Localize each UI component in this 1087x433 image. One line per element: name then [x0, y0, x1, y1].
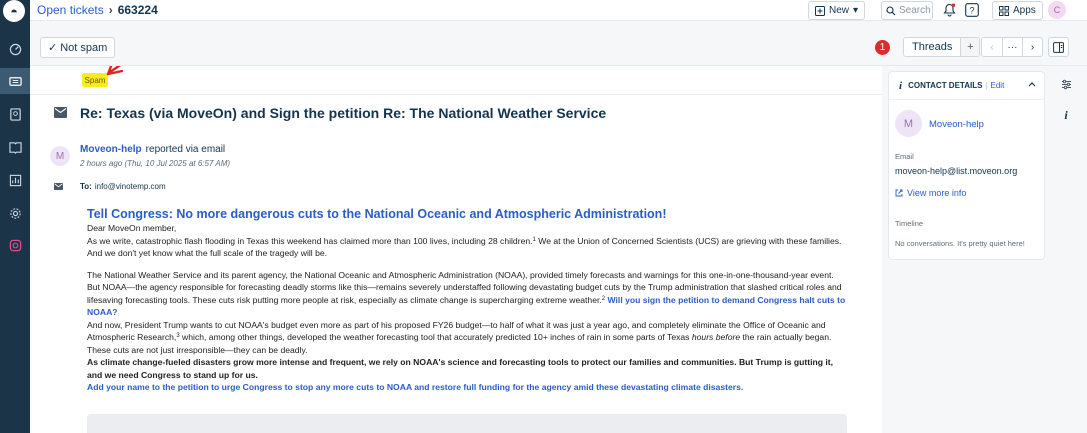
email-body — [87, 206, 847, 394]
contact-details-panel — [888, 71, 1045, 260]
user-avatar[interactable]: C — [1048, 1, 1066, 19]
new-button-label: New — [829, 5, 850, 16]
ticket-timestamp: 2 hours ago (Thu, 10 Jul 2025 at 6:57 AM) — [80, 159, 231, 168]
mail-small-icon — [54, 183, 63, 190]
sliders-icon[interactable] — [1057, 75, 1075, 93]
email-envelope-icon — [54, 107, 67, 118]
footnote-3: 3 — [176, 333, 180, 339]
external-link-icon — [895, 189, 903, 197]
more-nav-button[interactable]: ··· — [1002, 38, 1022, 56]
email-label: Email — [895, 152, 914, 161]
apps-grid-icon — [999, 6, 1009, 16]
next-ticket-icon[interactable]: › — [1022, 38, 1042, 56]
p3-emphasis: hours before — [691, 332, 741, 342]
ticket-id: 663224 — [117, 3, 158, 17]
footnote-1: 1 — [532, 236, 536, 243]
plus-box-icon — [815, 6, 825, 16]
threads-button[interactable] — [903, 37, 980, 57]
sender-avatar: M — [50, 146, 70, 166]
p3-text-a: And now, President Trump wants to cut NOAA's budget even more as part of his proposed FY26 budget—to half of what it was just a year ago, and completely eliminate the Office of Oceanic and Atmospheric Research, — [87, 319, 826, 342]
to-address: info@vinotemp.com — [94, 182, 166, 191]
edit-contact-link[interactable]: Edit — [990, 81, 1005, 90]
instagram-icon[interactable] — [0, 232, 30, 258]
timeline-empty-text: No conversations. It's pretty quiet here! — [895, 239, 1025, 248]
chevron-down-icon: ▾ — [853, 5, 859, 16]
settings-icon[interactable] — [0, 200, 30, 226]
email-paragraph-1 — [87, 235, 847, 260]
chevron-up-icon[interactable] — [1028, 81, 1036, 87]
contact-details-title: CONTACT DETAILS — [908, 81, 983, 90]
left-nav-rail — [0, 0, 30, 433]
breadcrumb — [37, 3, 158, 17]
email-cta-block — [87, 414, 847, 433]
contact-panel-header — [889, 72, 1044, 100]
not-spam-label: Not spam — [60, 41, 108, 54]
sender-name-link[interactable]: Moveon-help — [80, 144, 142, 155]
svg-text:?: ? — [969, 5, 975, 16]
side-icon-strip — [1050, 66, 1087, 433]
to-label: To: — [80, 182, 92, 191]
ticket-main-pane — [30, 66, 882, 433]
panel-layout-icon — [1053, 42, 1064, 53]
contact-name-link[interactable]: Moveon-help — [929, 119, 984, 130]
breadcrumb-open-tickets[interactable]: Open tickets — [37, 3, 104, 17]
top-header — [30, 0, 1087, 21]
add-thread-button[interactable]: + — [960, 38, 979, 56]
contact-avatar: M — [895, 110, 922, 137]
email-paragraph-4: As climate change-fueled disasters grow more intense and frequent, we rely on NOAA's science and forecasting tools to protect our families and communities. But Trump is gutting it, and we need Congress to stand up for us. — [87, 357, 834, 380]
separator: | — [985, 81, 988, 90]
not-spam-button[interactable] — [40, 37, 115, 58]
view-more-label: View more info — [907, 188, 967, 198]
p1-text-a: As we write, catastrophic flash flooding in Texas this weekend has claimed more than 100 lives, including 28 children. — [87, 235, 533, 246]
search-icon — [886, 6, 896, 16]
checkmark-icon: ✓ — [48, 42, 58, 54]
divider — [30, 94, 882, 95]
info-icon: i — [899, 79, 903, 92]
sender-action: reported via email — [145, 144, 226, 155]
search-input[interactable] — [881, 1, 933, 20]
footnote-2: 2 — [601, 295, 606, 302]
spam-tag: Spam — [82, 73, 108, 87]
add-name-link[interactable]: Add your name to the petition to urge Congress to stop any more cuts to NOAA and restore full funding for the agency amid these devastating climate disasters. — [87, 382, 744, 392]
annotation-arrow-icon — [102, 66, 154, 78]
p2-text: The National Weather Service and its parent agency, the National Oceanic and Atmospheric Administration (NOAA), provided timely forecasts and warnings for this one-in-one-thousand-year event. But NOAA—the agency responsible for forecasting deadly storms like this—remains severely understaffed following devastating budget cuts by the Trump administration that slashed critical roles and lifesaving forecasting tools. These cuts risk putting more people at risk, especially as climate change is supercharging extreme weather. — [87, 269, 842, 305]
contact-email: moveon-help@list.moveon.org — [895, 166, 1018, 176]
dashboard-icon[interactable] — [0, 36, 30, 62]
info-panel-icon[interactable]: i — [1064, 107, 1068, 122]
timeline-label: Timeline — [895, 219, 924, 228]
help-icon[interactable] — [963, 1, 981, 19]
search-placeholder: Search — [899, 5, 931, 16]
view-more-info-link[interactable] — [895, 188, 966, 198]
email-paragraph-3 — [87, 319, 847, 357]
breadcrumb-separator: › — [108, 3, 113, 17]
p1-text-b: We at the Union of Concerned Scientists (UCS) are grieving with these families. And we don't yet know what the full scale of the tragedy will be. — [87, 235, 842, 258]
email-paragraph-2 — [87, 269, 847, 319]
new-button[interactable] — [808, 1, 865, 20]
tickets-icon[interactable] — [0, 68, 30, 94]
contacts-icon[interactable] — [0, 101, 30, 127]
notifications-bell-icon[interactable] — [940, 1, 958, 19]
threads-label: Threads — [912, 41, 953, 53]
email-greeting: Dear MoveOn member, — [87, 223, 177, 233]
ticket-subject: Re: Texas (via MoveOn) and Sign the petition Re: The National Weather Service — [80, 105, 607, 121]
ticket-toolbar — [30, 33, 1087, 66]
apps-button[interactable] — [992, 1, 1043, 20]
reports-icon[interactable] — [0, 167, 30, 193]
app-logo[interactable]: ◓ — [3, 0, 25, 22]
ticket-navigation — [981, 37, 1043, 57]
sender-line — [80, 144, 225, 155]
toggle-panel-button[interactable] — [1048, 37, 1069, 57]
previous-ticket-icon[interactable]: ‹ — [990, 41, 994, 53]
p3-text-b: which, among other things, developed the weather forecasting tool that accurately predicted 10+ inches of rain in some parts of Texas — [179, 332, 692, 342]
p3-text-c: the rain actually began. These cuts are not just irresponsible—they can be deadly. — [87, 332, 832, 355]
apps-button-label: Apps — [1013, 5, 1036, 16]
petition-link[interactable]: Will you sign the petition to demand Congress halt cuts to NOAA? — [87, 294, 846, 317]
knowledge-base-icon[interactable] — [0, 134, 30, 160]
notification-count-badge[interactable]: 1 — [875, 40, 890, 55]
to-line — [80, 182, 166, 191]
email-heading: Tell Congress: No more dangerous cuts to the National Oceanic and Atmospheric Administration! — [87, 207, 667, 221]
